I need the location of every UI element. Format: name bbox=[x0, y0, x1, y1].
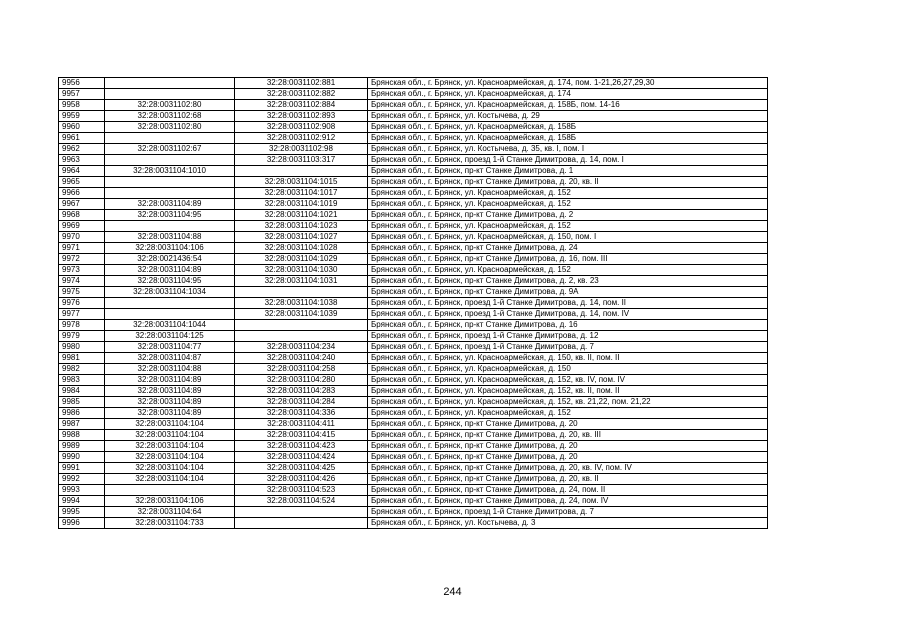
object-cadastral-number-cell bbox=[235, 287, 368, 298]
object-cadastral-number-cell: 32:28:0031104:424 bbox=[235, 452, 368, 463]
address-cell: Брянская обл., г. Брянск, ул. Красноармейская, д. 152 bbox=[368, 221, 768, 232]
land-cadastral-number-cell bbox=[105, 155, 235, 166]
object-cadastral-number-cell: 32:28:0031104:1030 bbox=[235, 265, 368, 276]
object-cadastral-number-cell: 32:28:0031102:884 bbox=[235, 100, 368, 111]
land-cadastral-number-cell: 32:28:0031104:95 bbox=[105, 276, 235, 287]
table-row bbox=[59, 397, 768, 408]
address-cell: Брянская обл., г. Брянск, ул. Красноармейская, д. 158Б, пом. 14-16 bbox=[368, 100, 768, 111]
address-cell: Брянская обл., г. Брянск, пр-кт Станке Димитрова, д. 24, пом. IV bbox=[368, 496, 768, 507]
page-number: 244 bbox=[443, 586, 462, 598]
object-cadastral-number-cell: 32:28:0031104:524 bbox=[235, 496, 368, 507]
object-cadastral-number-cell bbox=[235, 320, 368, 331]
land-cadastral-number-cell bbox=[105, 298, 235, 309]
land-cadastral-number-cell: 32:28:0021436:54 bbox=[105, 254, 235, 265]
land-cadastral-number-cell: 32:28:0031104:88 bbox=[105, 232, 235, 243]
address-cell: Брянская обл., г. Брянск, проезд 1-й Станке Димитрова, д. 14, пом. II bbox=[368, 298, 768, 309]
land-cadastral-number-cell: 32:28:0031104:106 bbox=[105, 496, 235, 507]
row-number-cell: 9980 bbox=[59, 342, 105, 353]
object-cadastral-number-cell: 32:28:0031104:415 bbox=[235, 430, 368, 441]
land-cadastral-number-cell bbox=[105, 188, 235, 199]
object-cadastral-number-cell bbox=[235, 518, 368, 529]
land-cadastral-number-cell: 32:28:0031104:104 bbox=[105, 474, 235, 485]
row-number-cell: 9981 bbox=[59, 353, 105, 364]
land-cadastral-number-cell: 32:28:0031104:104 bbox=[105, 441, 235, 452]
table-row bbox=[59, 430, 768, 441]
object-cadastral-number-cell: 32:28:0031104:280 bbox=[235, 375, 368, 386]
row-number-cell: 9987 bbox=[59, 419, 105, 430]
row-number-cell: 9982 bbox=[59, 364, 105, 375]
address-cell: Брянская обл., г. Брянск, проезд 1-й Станке Димитрова, д. 12 bbox=[368, 331, 768, 342]
row-number-cell: 9995 bbox=[59, 507, 105, 518]
object-cadastral-number-cell: 32:28:0031104:234 bbox=[235, 342, 368, 353]
object-cadastral-number-cell: 32:28:0031104:523 bbox=[235, 485, 368, 496]
land-cadastral-number-cell: 32:28:0031102:67 bbox=[105, 144, 235, 155]
object-cadastral-number-cell: 32:28:0031104:1031 bbox=[235, 276, 368, 287]
table-row bbox=[59, 232, 768, 243]
address-cell: Брянская обл., г. Брянск, пр-кт Станке Димитрова, д. 16 bbox=[368, 320, 768, 331]
table-row bbox=[59, 463, 768, 474]
row-number-cell: 9976 bbox=[59, 298, 105, 309]
table-row bbox=[59, 177, 768, 188]
table-row bbox=[59, 507, 768, 518]
row-number-cell: 9959 bbox=[59, 111, 105, 122]
land-cadastral-number-cell: 32:28:0031104:87 bbox=[105, 353, 235, 364]
address-cell: Брянская обл., г. Брянск, ул. Костычева, д. 3 bbox=[368, 518, 768, 529]
row-number-cell: 9969 bbox=[59, 221, 105, 232]
address-cell: Брянская обл., г. Брянск, пр-кт Станке Димитрова, д. 20, кв. III bbox=[368, 430, 768, 441]
address-cell: Брянская обл., г. Брянск, проезд 1-й Станке Димитрова, д. 14, пом. I bbox=[368, 155, 768, 166]
row-number-cell: 9984 bbox=[59, 386, 105, 397]
address-cell: Брянская обл., г. Брянск, ул. Красноармейская, д. 152 bbox=[368, 265, 768, 276]
object-cadastral-number-cell: 32:28:0031102:893 bbox=[235, 111, 368, 122]
land-cadastral-number-cell: 32:28:0031102:80 bbox=[105, 122, 235, 133]
address-cell: Брянская обл., г. Брянск, проезд 1-й Станке Димитрова, д. 14, пом. IV bbox=[368, 309, 768, 320]
land-cadastral-number-cell: 32:28:0031104:95 bbox=[105, 210, 235, 221]
row-number-cell: 9994 bbox=[59, 496, 105, 507]
object-cadastral-number-cell: 32:28:0031102:882 bbox=[235, 89, 368, 100]
row-number-cell: 9961 bbox=[59, 133, 105, 144]
row-number-cell: 9963 bbox=[59, 155, 105, 166]
row-number-cell: 9977 bbox=[59, 309, 105, 320]
land-cadastral-number-cell: 32:28:0031104:89 bbox=[105, 375, 235, 386]
table-row bbox=[59, 144, 768, 155]
object-cadastral-number-cell: 32:28:0031104:284 bbox=[235, 397, 368, 408]
land-cadastral-number-cell bbox=[105, 177, 235, 188]
row-number-cell: 9979 bbox=[59, 331, 105, 342]
row-number-cell: 9962 bbox=[59, 144, 105, 155]
land-cadastral-number-cell: 32:28:0031104:1010 bbox=[105, 166, 235, 177]
row-number-cell: 9996 bbox=[59, 518, 105, 529]
land-cadastral-number-cell bbox=[105, 221, 235, 232]
land-cadastral-number-cell bbox=[105, 485, 235, 496]
table-row bbox=[59, 496, 768, 507]
land-cadastral-number-cell: 32:28:0031104:89 bbox=[105, 265, 235, 276]
table-row bbox=[59, 155, 768, 166]
table-row bbox=[59, 441, 768, 452]
table-row bbox=[59, 474, 768, 485]
row-number-cell: 9975 bbox=[59, 287, 105, 298]
land-cadastral-number-cell: 32:28:0031104:104 bbox=[105, 419, 235, 430]
address-cell: Брянская обл., г. Брянск, ул. Костычева, д. 35, кв. I, пом. I bbox=[368, 144, 768, 155]
object-cadastral-number-cell: 32:28:0031102:98 bbox=[235, 144, 368, 155]
table-row bbox=[59, 408, 768, 419]
address-cell: Брянская обл., г. Брянск, пр-кт Станке Димитрова, д. 24 bbox=[368, 243, 768, 254]
object-cadastral-number-cell: 32:28:0031104:1019 bbox=[235, 199, 368, 210]
land-cadastral-number-cell: 32:28:0031104:64 bbox=[105, 507, 235, 518]
land-cadastral-number-cell: 32:28:0031104:104 bbox=[105, 430, 235, 441]
table-row bbox=[59, 364, 768, 375]
row-number-cell: 9958 bbox=[59, 100, 105, 111]
table-row bbox=[59, 254, 768, 265]
land-cadastral-number-cell: 32:28:0031104:89 bbox=[105, 408, 235, 419]
row-number-cell: 9972 bbox=[59, 254, 105, 265]
object-cadastral-number-cell bbox=[235, 331, 368, 342]
table-row bbox=[59, 166, 768, 177]
table-row bbox=[59, 111, 768, 122]
address-cell: Брянская обл., г. Брянск, проезд 1-й Станке Димитрова, д. 7 bbox=[368, 342, 768, 353]
row-number-cell: 9978 bbox=[59, 320, 105, 331]
address-cell: Брянская обл., г. Брянск, пр-кт Станке Димитрова, д. 9А bbox=[368, 287, 768, 298]
registry-table-body bbox=[59, 78, 768, 529]
table-row bbox=[59, 353, 768, 364]
object-cadastral-number-cell: 32:28:0031104:1015 bbox=[235, 177, 368, 188]
table-row bbox=[59, 188, 768, 199]
address-cell: Брянская обл., г. Брянск, ул. Красноармейская, д. 174, пом. 1-21,26,27,29,30 bbox=[368, 78, 768, 89]
address-cell: Брянская обл., г. Брянск, ул. Красноармейская, д. 152 bbox=[368, 199, 768, 210]
land-cadastral-number-cell bbox=[105, 133, 235, 144]
land-cadastral-number-cell: 32:28:0031104:89 bbox=[105, 397, 235, 408]
address-cell: Брянская обл., г. Брянск, ул. Красноармейская, д. 150 bbox=[368, 364, 768, 375]
table-row bbox=[59, 309, 768, 320]
address-cell: Брянская обл., г. Брянск, пр-кт Станке Димитрова, д. 24, пом. II bbox=[368, 485, 768, 496]
row-number-cell: 9956 bbox=[59, 78, 105, 89]
table-row bbox=[59, 78, 768, 89]
row-number-cell: 9960 bbox=[59, 122, 105, 133]
land-cadastral-number-cell: 32:28:0031104:104 bbox=[105, 452, 235, 463]
object-cadastral-number-cell bbox=[235, 166, 368, 177]
object-cadastral-number-cell: 32:28:0031104:423 bbox=[235, 441, 368, 452]
row-number-cell: 9991 bbox=[59, 463, 105, 474]
table-row bbox=[59, 452, 768, 463]
address-cell: Брянская обл., г. Брянск, пр-кт Станке Димитрова, д. 20, кв. IV, пом. IV bbox=[368, 463, 768, 474]
land-cadastral-number-cell: 32:28:0031102:80 bbox=[105, 100, 235, 111]
table-row bbox=[59, 122, 768, 133]
object-cadastral-number-cell bbox=[235, 507, 368, 518]
land-cadastral-number-cell: 32:28:0031104:104 bbox=[105, 463, 235, 474]
object-cadastral-number-cell: 32:28:0031102:912 bbox=[235, 133, 368, 144]
object-cadastral-number-cell: 32:28:0031104:1027 bbox=[235, 232, 368, 243]
object-cadastral-number-cell: 32:28:0031102:908 bbox=[235, 122, 368, 133]
table-row bbox=[59, 199, 768, 210]
land-cadastral-number-cell: 32:28:0031104:125 bbox=[105, 331, 235, 342]
address-cell: Брянская обл., г. Брянск, пр-кт Станке Димитрова, д. 20, кв. II bbox=[368, 474, 768, 485]
land-cadastral-number-cell: 32:28:0031102:68 bbox=[105, 111, 235, 122]
table-row bbox=[59, 298, 768, 309]
address-cell: Брянская обл., г. Брянск, пр-кт Станке Димитрова, д. 20 bbox=[368, 441, 768, 452]
row-number-cell: 9993 bbox=[59, 485, 105, 496]
table-row bbox=[59, 287, 768, 298]
object-cadastral-number-cell: 32:28:0031104:283 bbox=[235, 386, 368, 397]
row-number-cell: 9986 bbox=[59, 408, 105, 419]
row-number-cell: 9967 bbox=[59, 199, 105, 210]
address-cell: Брянская обл., г. Брянск, пр-кт Станке Димитрова, д. 20, кв. II bbox=[368, 177, 768, 188]
row-number-cell: 9973 bbox=[59, 265, 105, 276]
address-cell: Брянская обл., г. Брянск, пр-кт Станке Димитрова, д. 20 bbox=[368, 452, 768, 463]
object-cadastral-number-cell: 32:28:0031104:1028 bbox=[235, 243, 368, 254]
object-cadastral-number-cell: 32:28:0031102:881 bbox=[235, 78, 368, 89]
table-row bbox=[59, 276, 768, 287]
address-cell: Брянская обл., г. Брянск, ул. Красноармейская, д. 150, пом. I bbox=[368, 232, 768, 243]
table-row bbox=[59, 386, 768, 397]
object-cadastral-number-cell: 32:28:0031104:1029 bbox=[235, 254, 368, 265]
address-cell: Брянская обл., г. Брянск, ул. Красноармейская, д. 150, кв. II, пом. II bbox=[368, 353, 768, 364]
land-cadastral-number-cell bbox=[105, 309, 235, 320]
row-number-cell: 9989 bbox=[59, 441, 105, 452]
table-row bbox=[59, 265, 768, 276]
address-cell: Брянская обл., г. Брянск, ул. Красноармейская, д. 152, кв. IV, пом. IV bbox=[368, 375, 768, 386]
address-cell: Брянская обл., г. Брянск, ул. Красноармейская, д. 158Б bbox=[368, 122, 768, 133]
land-cadastral-number-cell: 32:28:0031104:106 bbox=[105, 243, 235, 254]
row-number-cell: 9990 bbox=[59, 452, 105, 463]
table-row bbox=[59, 518, 768, 529]
table-row bbox=[59, 375, 768, 386]
row-number-cell: 9964 bbox=[59, 166, 105, 177]
address-cell: Брянская обл., г. Брянск, пр-кт Станке Димитрова, д. 20 bbox=[368, 419, 768, 430]
table-row bbox=[59, 221, 768, 232]
row-number-cell: 9965 bbox=[59, 177, 105, 188]
table-row bbox=[59, 100, 768, 111]
row-number-cell: 9966 bbox=[59, 188, 105, 199]
land-cadastral-number-cell: 32:28:0031104:733 bbox=[105, 518, 235, 529]
table-row bbox=[59, 342, 768, 353]
table-row bbox=[59, 419, 768, 430]
land-cadastral-number-cell: 32:28:0031104:1044 bbox=[105, 320, 235, 331]
address-cell: Брянская обл., г. Брянск, ул. Красноармейская, д. 152 bbox=[368, 408, 768, 419]
land-cadastral-number-cell: 32:28:0031104:89 bbox=[105, 386, 235, 397]
registry-table bbox=[58, 77, 768, 529]
row-number-cell: 9957 bbox=[59, 89, 105, 100]
address-cell: Брянская обл., г. Брянск, пр-кт Станке Димитрова, д. 1 bbox=[368, 166, 768, 177]
address-cell: Брянская обл., г. Брянск, пр-кт Станке Димитрова, д. 2 bbox=[368, 210, 768, 221]
land-cadastral-number-cell bbox=[105, 89, 235, 100]
row-number-cell: 9970 bbox=[59, 232, 105, 243]
row-number-cell: 9971 bbox=[59, 243, 105, 254]
object-cadastral-number-cell: 32:28:0031104:1017 bbox=[235, 188, 368, 199]
land-cadastral-number-cell bbox=[105, 78, 235, 89]
object-cadastral-number-cell: 32:28:0031104:336 bbox=[235, 408, 368, 419]
address-cell: Брянская обл., г. Брянск, проезд 1-й Станке Димитрова, д. 7 bbox=[368, 507, 768, 518]
table-row bbox=[59, 133, 768, 144]
table-row bbox=[59, 331, 768, 342]
object-cadastral-number-cell: 32:28:0031104:1021 bbox=[235, 210, 368, 221]
object-cadastral-number-cell: 32:28:0031104:1038 bbox=[235, 298, 368, 309]
object-cadastral-number-cell: 32:28:0031104:411 bbox=[235, 419, 368, 430]
table-row bbox=[59, 485, 768, 496]
address-cell: Брянская обл., г. Брянск, пр-кт Станке Димитрова, д. 2, кв. 23 bbox=[368, 276, 768, 287]
row-number-cell: 9992 bbox=[59, 474, 105, 485]
object-cadastral-number-cell: 32:28:0031104:426 bbox=[235, 474, 368, 485]
object-cadastral-number-cell: 32:28:0031103:317 bbox=[235, 155, 368, 166]
row-number-cell: 9983 bbox=[59, 375, 105, 386]
table-row bbox=[59, 320, 768, 331]
object-cadastral-number-cell: 32:28:0031104:240 bbox=[235, 353, 368, 364]
object-cadastral-number-cell: 32:28:0031104:1023 bbox=[235, 221, 368, 232]
table-row bbox=[59, 210, 768, 221]
row-number-cell: 9968 bbox=[59, 210, 105, 221]
land-cadastral-number-cell: 32:28:0031104:77 bbox=[105, 342, 235, 353]
address-cell: Брянская обл., г. Брянск, ул. Красноармейская, д. 152 bbox=[368, 188, 768, 199]
land-cadastral-number-cell: 32:28:0031104:89 bbox=[105, 199, 235, 210]
object-cadastral-number-cell: 32:28:0031104:425 bbox=[235, 463, 368, 474]
address-cell: Брянская обл., г. Брянск, ул. Красноармейская, д. 152, кв. 21,22, пом. 21,22 bbox=[368, 397, 768, 408]
address-cell: Брянская обл., г. Брянск, ул. Красноармейская, д. 158Б bbox=[368, 133, 768, 144]
object-cadastral-number-cell: 32:28:0031104:1039 bbox=[235, 309, 368, 320]
address-cell: Брянская обл., г. Брянск, ул. Костычева, д. 29 bbox=[368, 111, 768, 122]
address-cell: Брянская обл., г. Брянск, пр-кт Станке Димитрова, д. 16, пом. III bbox=[368, 254, 768, 265]
object-cadastral-number-cell: 32:28:0031104:258 bbox=[235, 364, 368, 375]
row-number-cell: 9974 bbox=[59, 276, 105, 287]
land-cadastral-number-cell: 32:28:0031104:1034 bbox=[105, 287, 235, 298]
table-row bbox=[59, 89, 768, 100]
land-cadastral-number-cell: 32:28:0031104:88 bbox=[105, 364, 235, 375]
row-number-cell: 9988 bbox=[59, 430, 105, 441]
address-cell: Брянская обл., г. Брянск, ул. Красноармейская, д. 174 bbox=[368, 89, 768, 100]
table-row bbox=[59, 243, 768, 254]
row-number-cell: 9985 bbox=[59, 397, 105, 408]
address-cell: Брянская обл., г. Брянск, ул. Красноармейская, д. 152, кв. II, пом. II bbox=[368, 386, 768, 397]
